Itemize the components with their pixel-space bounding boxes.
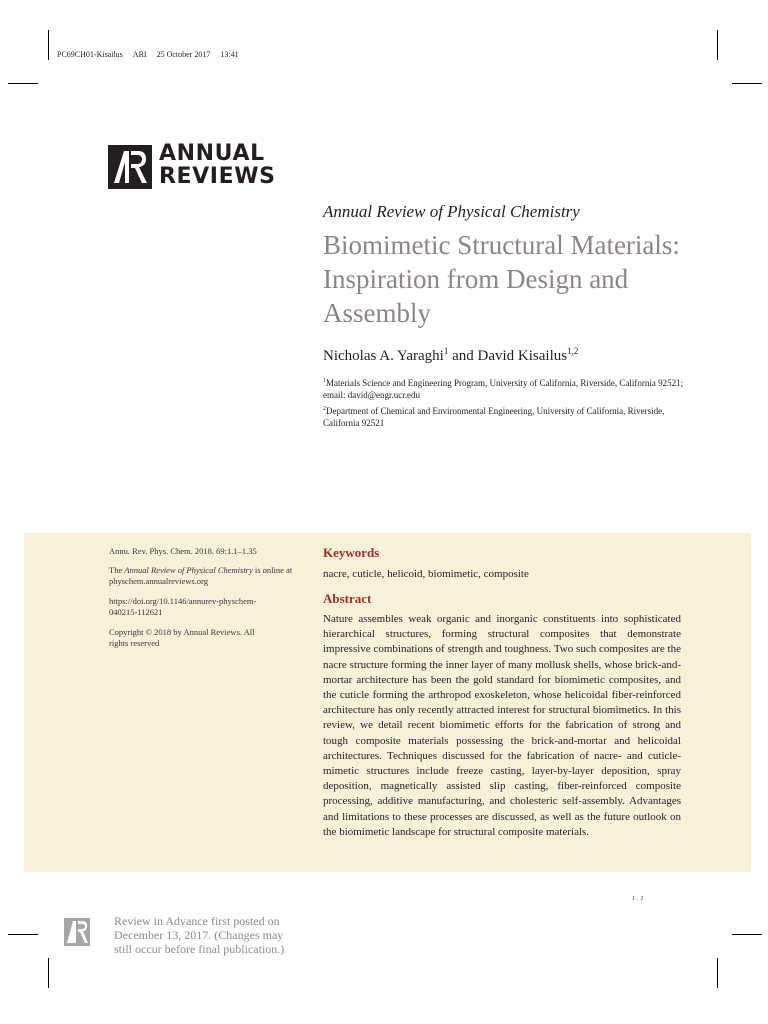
crop-mark-bottom-left-horizontal: [8, 934, 38, 935]
crop-mark-top-left-vertical: [48, 30, 49, 60]
citation-text: Annu. Rev. Phys. Chem. 2018. 69:1.1–1.35: [109, 546, 257, 556]
abstract-heading: Abstract: [323, 591, 372, 606]
online-journal-name: Annual Review of Physical Chemistry: [124, 565, 253, 575]
crop-mark-bottom-left-vertical: [48, 958, 49, 988]
copyright-info: [109, 627, 269, 649]
doi-link[interactable]: https://doi.org/10.1146/annurev-physchem-040215-112621: [109, 596, 257, 617]
author-yaraghi: Nicholas A. Yaraghi: [323, 348, 444, 364]
logo-word-reviews: REVIEWS: [159, 164, 276, 189]
abstract-text: Nature assembles weak organic and inorganic constituents into sophisticated hierarchical structures, forming structural composites that demonstrate impressive combinations of strength and toughness. Two such composites are the nacre structure forming the inner layer of many mollusk shells, whose brick-and-mortar architecture has been the gold standard for biomimetic composites, and the cuticle forming the arthropod exoskeleton, whose helicoidal fiber-reinforced architecture has only recently attracted interest for structural biomimetics. In this review, we detail recent biomimetic efforts for the fabrication of strong and tough composite materials possessing the brick-and-mortar and helicoidal architectures. Techniques discussed for the fabrication of nacre- and cuticle-mimetic structures include freeze casting, layer-by-layer deposition, spray deposition, magnetically assisted slip casting, fiber-reinforced composite processing, additive manufacturing, and cholesteric self-assembly. Advantages and limitations to these processes are discussed, as well as the future outlook on the biomimetic landscape for structural composite materials.: [323, 613, 681, 838]
crop-mark-top-left-horizontal: [8, 83, 38, 84]
doi-info: [109, 596, 279, 618]
slug-publisher: ARI: [132, 50, 147, 59]
affiliation-2-text: Department of Chemical and Environmental Engineering, University of California, Riverside, California 92521: [323, 406, 665, 428]
logo-word-annual: ANNUAL: [159, 141, 265, 166]
crop-mark-top-right-horizontal: [732, 83, 762, 84]
keywords-text: nacre, cuticle, helicoid, biomimetic, composite: [323, 568, 529, 580]
author-yaraghi-affil-mark: 1: [443, 346, 449, 356]
affiliation-2-mark: 2: [323, 406, 326, 412]
author-kisailus-affil-mark: 1,2: [567, 346, 579, 356]
ar-logo-mark-icon: [108, 145, 152, 189]
affiliation-1-mark: 1: [323, 378, 326, 384]
annual-reviews-logo: [108, 141, 278, 193]
ar-footer-logo-icon: [64, 918, 90, 946]
author-kisailus: David Kisailus: [477, 348, 568, 364]
online-prefix: The: [109, 565, 125, 575]
slug-code: PC69CH01-Kisailus: [57, 50, 123, 59]
journal-name: Annual Review of Physical Chemistry: [323, 202, 580, 221]
crop-mark-bottom-right-horizontal: [732, 934, 762, 935]
author-line: [323, 346, 578, 365]
slug-date: 25 October 2017: [156, 50, 211, 59]
online-suffix: is online at physchem.annualreviews.org: [109, 565, 293, 586]
slug-line: [57, 50, 249, 59]
article-title: Biomimetic Structural Materials: Inspiration from Design and Assembly: [323, 230, 680, 328]
slug-time: 13:41: [220, 50, 239, 59]
logo-wordmark: [159, 142, 276, 188]
page-number: 1.1: [632, 896, 646, 902]
affiliation-1-text: Materials Science and Engineering Program, University of California, Riverside, California 92521; email: david@engr.ucr.edu: [323, 378, 684, 400]
citation-info: [109, 546, 299, 557]
author-conjunction: and: [448, 348, 478, 364]
review-in-advance-note: Review in Advance first posted on December 13, 2017. (Changes may still occur before final publication.): [114, 914, 285, 956]
crop-mark-bottom-right-vertical: [717, 958, 718, 988]
copyright-text: Copyright © 2018 by Annual Reviews. All rights reserved: [109, 627, 255, 648]
affiliation-2: [323, 403, 703, 429]
crop-mark-top-right-vertical: [717, 30, 718, 60]
online-info: [109, 565, 299, 587]
keywords-heading: Keywords: [323, 545, 380, 560]
affiliation-1: [323, 375, 703, 401]
